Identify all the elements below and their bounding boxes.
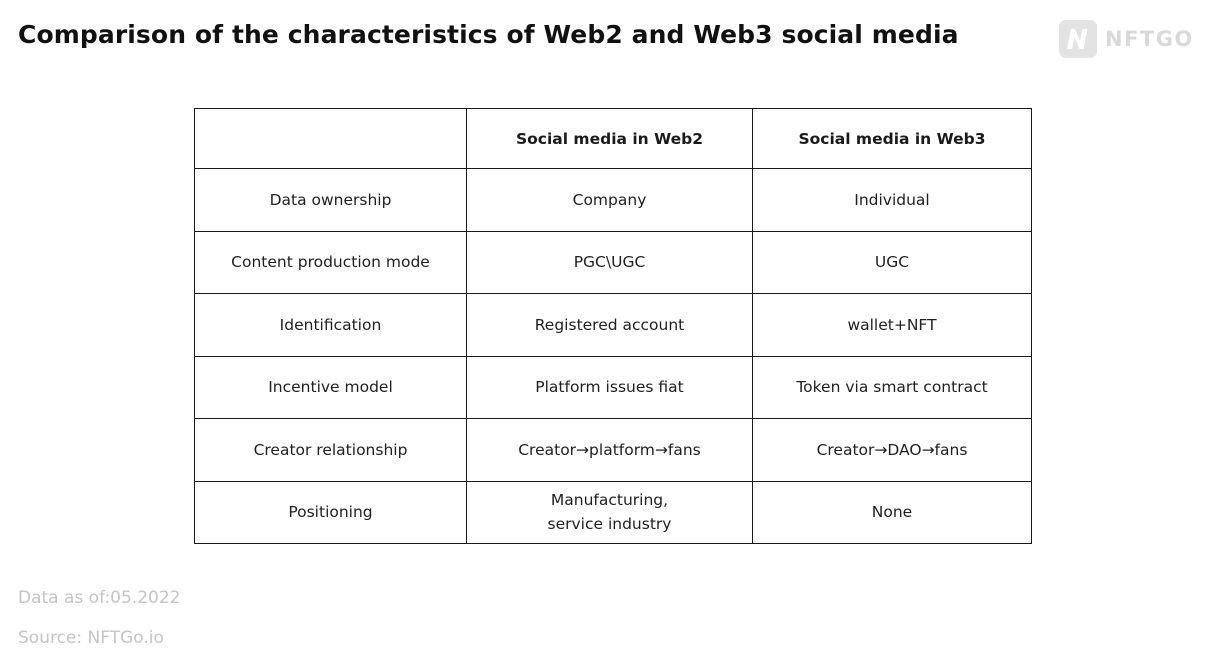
table-row	[195, 169, 1032, 232]
brand-name: NFTGO	[1105, 27, 1194, 51]
row-label-cell: Incentive model	[195, 356, 467, 419]
web2-cell: Manufacturing, service industry	[467, 481, 753, 544]
nftgo-logo-icon	[1059, 20, 1097, 58]
row-label-cell: Creator relationship	[195, 419, 467, 482]
web3-cell: UGC	[753, 231, 1032, 294]
data-date-note: Data as of:05.2022	[18, 588, 181, 608]
comparison-table	[194, 108, 1032, 544]
table-row	[195, 481, 1032, 544]
web2-cell: Company	[467, 169, 753, 232]
row-label-cell: Content production mode	[195, 231, 467, 294]
column-header-empty	[195, 109, 467, 169]
web3-cell: wallet+NFT	[753, 294, 1032, 357]
row-label-cell: Positioning	[195, 481, 467, 544]
web3-cell: None	[753, 481, 1032, 544]
table-row	[195, 231, 1032, 294]
web3-cell: Token via smart contract	[753, 356, 1032, 419]
web3-cell: Creator→DAO→fans	[753, 419, 1032, 482]
source-note: Source: NFTGo.io	[18, 628, 164, 648]
page-title: Comparison of the characteristics of Web2 and Web3 social media	[18, 20, 959, 49]
row-label-cell: Identification	[195, 294, 467, 357]
column-header-web3: Social media in Web3	[753, 109, 1032, 169]
web2-cell: Platform issues fiat	[467, 356, 753, 419]
brand-logo	[1059, 20, 1194, 58]
web2-cell: Creator→platform→fans	[467, 419, 753, 482]
table-row	[195, 419, 1032, 482]
web3-cell: Individual	[753, 169, 1032, 232]
table-row	[195, 294, 1032, 357]
table-row	[195, 356, 1032, 419]
column-header-web2: Social media in Web2	[467, 109, 753, 169]
web2-cell: PGC\UGC	[467, 231, 753, 294]
web2-cell: Registered account	[467, 294, 753, 357]
table-header-row	[195, 109, 1032, 169]
row-label-cell: Data ownership	[195, 169, 467, 232]
